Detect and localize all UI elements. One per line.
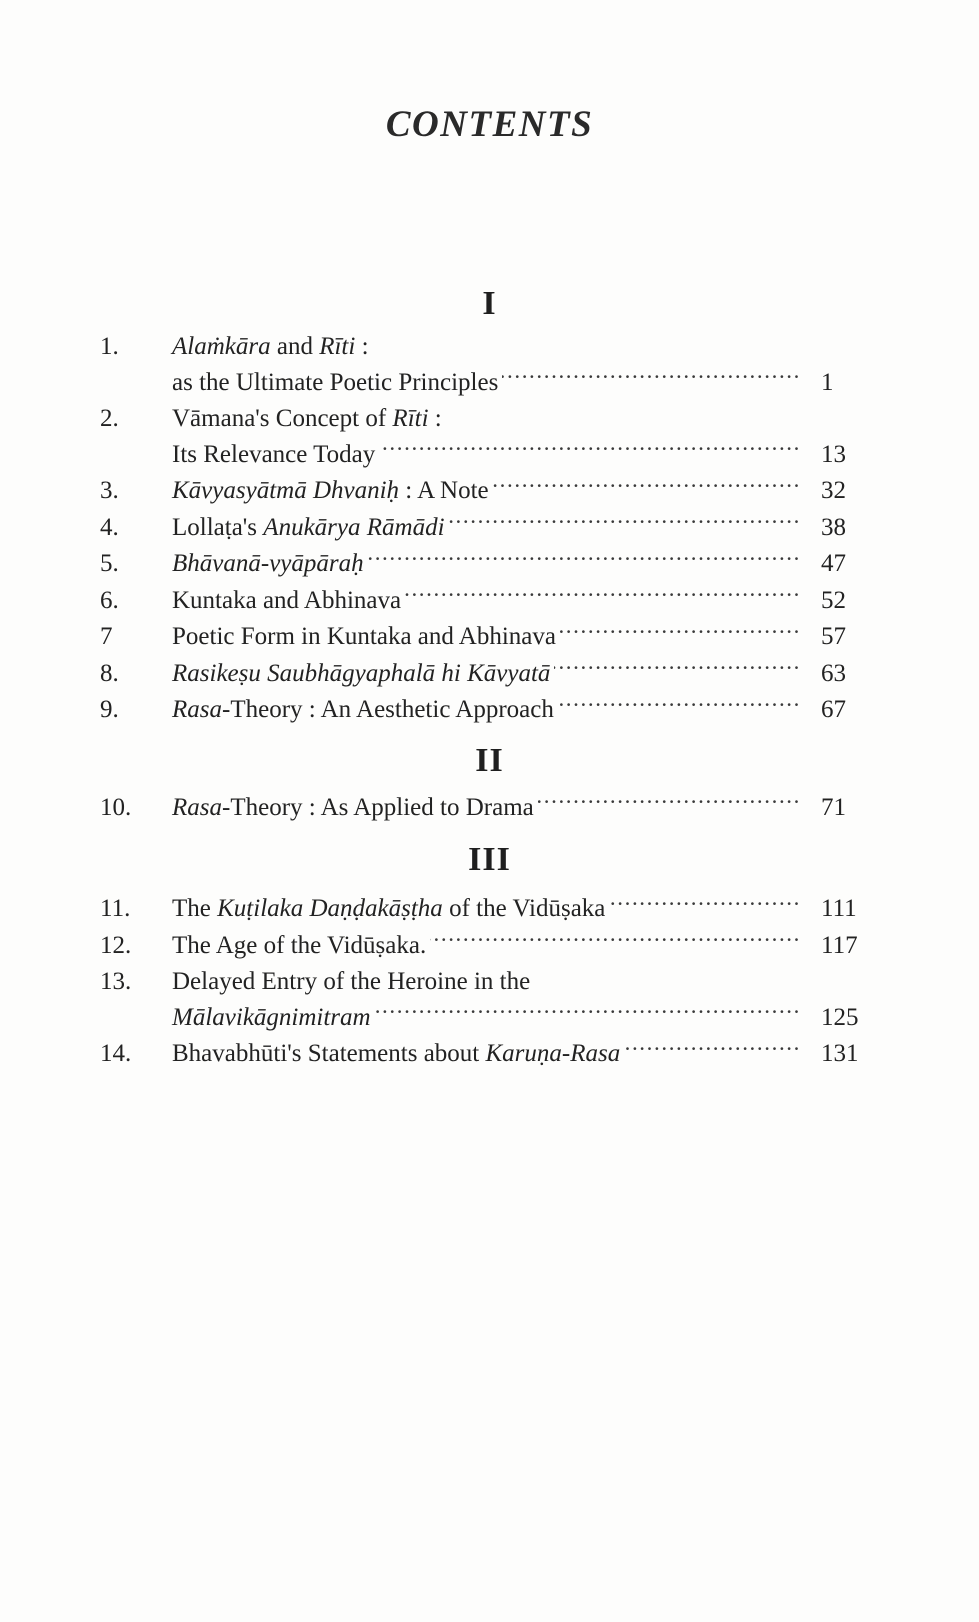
toc-entry-title: The Kuṭilaka Daṇḍakāṣṭha of the Vidūṣaka	[172, 895, 606, 922]
dot-leader	[368, 546, 801, 571]
toc-entry-title: Rasa-Theory : As Applied to Drama	[172, 793, 534, 821]
toc-entry-line	[172, 401, 899, 437]
toc-entry-title: Alaṁkāra and Rīti :	[172, 333, 369, 360]
toc-page-number: 125	[821, 1003, 859, 1031]
toc-entry-line	[172, 619, 899, 655]
toc-entry-body	[172, 619, 899, 655]
toc-entry-body	[172, 546, 899, 582]
toc-entry-line	[172, 473, 899, 509]
toc-entry-title: Rasa-Theory : An Aesthetic Approach	[172, 696, 554, 723]
toc-page-number: 38	[821, 513, 846, 541]
toc-entry-line	[172, 510, 899, 546]
toc-entry-title: Vāmana's Concept of Rīti :	[172, 405, 442, 432]
page-title: CONTENTS	[385, 104, 594, 145]
toc-entry-number: 5.	[100, 550, 119, 577]
toc-page-number: 117	[821, 931, 858, 959]
toc-page-number: 63	[821, 659, 846, 687]
toc-entry-number: 8.	[100, 659, 119, 687]
dot-leader	[379, 437, 801, 462]
toc-entry-line	[172, 1000, 899, 1036]
toc-entry-line	[172, 329, 899, 365]
toc-entry-number: 13.	[100, 968, 132, 995]
section-numeral: II	[475, 741, 504, 779]
toc-entry-title: Bhavabhūti's Statements about Karuṇa-Rasa	[172, 1040, 621, 1067]
toc-page-number: 13	[821, 440, 846, 468]
dot-leader	[554, 656, 801, 681]
toc-entry-title: Kāvyasyātmā Dhvaniḥ : A Note	[172, 477, 489, 504]
dot-leader	[502, 365, 801, 390]
toc-page-number: 71	[821, 793, 846, 821]
dot-leader	[405, 583, 801, 608]
toc-entry-title: Delayed Entry of the Heroine in the	[172, 968, 531, 995]
dot-leader	[560, 619, 801, 644]
toc-entry-title: Rasikeṣu Saubhāgyaphalā hi Kāvyatā	[172, 659, 551, 687]
toc-entry[interactable]	[0, 1036, 979, 1072]
toc-entry-line	[172, 964, 899, 1000]
toc-entry-number: 2.	[100, 405, 119, 432]
toc-entry-body	[172, 891, 899, 927]
toc-entry-title: Kuntaka and Abhinava	[172, 586, 402, 614]
toc-entry-number: 6.	[100, 586, 119, 614]
toc-entry-line	[172, 656, 899, 692]
toc-entry[interactable]	[0, 928, 979, 964]
toc-entry-title: Its Relevance Today	[172, 440, 376, 468]
toc-entry-line	[172, 928, 899, 964]
toc-page-number: 67	[821, 696, 846, 723]
toc-entry[interactable]	[0, 964, 979, 1035]
toc-entry-body	[172, 583, 899, 619]
toc-page-number: 57	[821, 623, 846, 650]
toc-entry-number: 3.	[100, 477, 119, 504]
toc-entry-number: 10.	[100, 793, 132, 821]
section-numeral: III	[468, 841, 511, 878]
toc-entry-title: The Age of the Vidūṣaka.	[172, 931, 427, 959]
toc-page-number: 52	[821, 586, 846, 614]
dot-leader	[430, 928, 801, 953]
toc-entry-body	[172, 329, 899, 400]
toc-entry-line	[172, 891, 899, 927]
toc-entry[interactable]	[0, 329, 979, 400]
toc-entry-line	[172, 365, 899, 401]
toc-entry-number: 14.	[100, 1040, 132, 1067]
toc-entry[interactable]	[0, 401, 979, 472]
toc-entry-number: 12.	[100, 931, 132, 959]
toc-page-number: 32	[821, 477, 846, 504]
toc-entry-body	[172, 692, 899, 728]
toc-entry-line	[172, 1036, 899, 1072]
toc-entry-line	[172, 437, 899, 473]
dot-leader	[493, 473, 801, 498]
dot-leader	[558, 692, 801, 717]
toc-entry-number: 11.	[100, 895, 131, 922]
toc-entry-number: 7	[100, 623, 113, 650]
toc-entry-line	[172, 546, 899, 582]
section-numeral: I	[482, 285, 497, 322]
toc-entry-title: Lollaṭa's Anukārya Rāmādi	[172, 513, 445, 541]
toc-entry-line	[172, 583, 899, 619]
toc-entry-body	[172, 1036, 899, 1072]
toc-entry-title: Bhāvanā-vyāpāraḥ	[172, 550, 364, 577]
toc-entry-number: 9.	[100, 696, 119, 723]
toc-entry[interactable]	[0, 583, 979, 619]
toc-entry-number: 1.	[100, 333, 119, 360]
toc-entry-body	[172, 964, 899, 1035]
toc-entry-body	[172, 656, 899, 692]
toc-entry-line	[172, 790, 899, 826]
dot-leader	[375, 1000, 801, 1025]
toc-entry[interactable]	[0, 790, 979, 826]
toc-entry[interactable]	[0, 619, 979, 655]
toc-page-number: 111	[821, 895, 857, 922]
toc-page-number: 131	[821, 1040, 859, 1067]
dot-leader	[449, 510, 801, 535]
toc-entry[interactable]	[0, 546, 979, 582]
toc-entry-number: 4.	[100, 513, 119, 541]
toc-entry[interactable]	[0, 473, 979, 509]
toc-entry-body	[172, 473, 899, 509]
toc-entry[interactable]	[0, 656, 979, 692]
toc-entry[interactable]	[0, 510, 979, 546]
dot-leader	[538, 790, 801, 815]
toc-entry-line	[172, 692, 899, 728]
table-of-contents	[0, 283, 979, 1073]
toc-entry[interactable]	[0, 692, 979, 728]
toc-entry-body	[172, 790, 899, 826]
toc-entry-body	[172, 928, 899, 964]
dot-leader	[624, 1036, 801, 1061]
toc-entry-body	[172, 510, 899, 546]
toc-entry-body	[172, 401, 899, 472]
toc-entry[interactable]	[0, 891, 979, 927]
toc-page-number: 1	[821, 368, 834, 396]
toc-entry-title: Mālavikāgnimitram	[172, 1003, 371, 1031]
toc-page-number: 47	[821, 550, 846, 577]
toc-entry-title: as the Ultimate Poetic Principles	[172, 368, 499, 396]
dot-leader	[609, 891, 801, 916]
toc-entry-title: Poetic Form in Kuntaka and Abhinava	[172, 623, 556, 650]
